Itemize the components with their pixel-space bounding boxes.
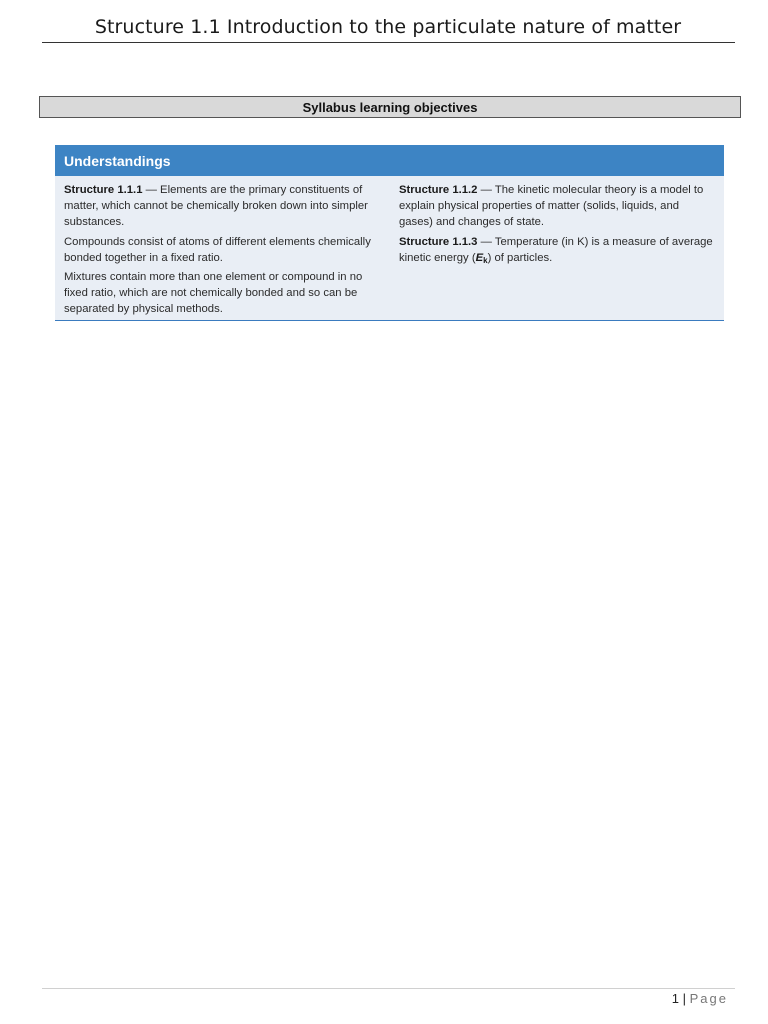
- syllabus-heading: Syllabus learning objectives: [302, 99, 478, 115]
- objective-label: Structure 1.1.3: [398, 235, 478, 248]
- objective-text: — Elements are the primary constituents of matter, which cannot be chemically broken down into simpler substances.: [64, 184, 368, 229]
- page-word: Page: [689, 991, 728, 1006]
- understandings-left-column: [64, 182, 384, 321]
- objective-text: — The kinetic molecular theory is a model to explain physical properties of matter (solids, liquids, and gases) and changes of state.: [398, 184, 704, 229]
- page-number: 1: [671, 991, 679, 1006]
- objective-structure-1-1-3: [399, 234, 715, 269]
- understandings-header: [55, 145, 724, 176]
- objective-text: Mixtures contain more than one element or compound in no fixed ratio, which are not chemically bonded and so can be separated by physical methods.: [64, 271, 363, 316]
- objective-text: — Temperature (in K) is a measure of average kinetic energy (: [398, 235, 713, 264]
- objective-structure-1-1-2: [399, 182, 715, 231]
- understandings-right-column: [399, 182, 715, 321]
- objective-label: Structure 1.1.1: [64, 184, 143, 196]
- page-title: Structure 1.1 Introduction to the particulate nature of matter: [94, 16, 682, 38]
- energy-symbol: E: [475, 251, 484, 264]
- title-divider: [42, 42, 735, 43]
- energy-subscript: k: [483, 255, 488, 265]
- page-footer: [672, 991, 728, 1006]
- objective-label: Structure 1.1.2: [398, 184, 478, 196]
- objective-text: Compounds consist of atoms of different elements chemically bonded together in a fixed ratio.: [64, 235, 371, 264]
- objective-mixtures: [64, 269, 384, 318]
- understandings-body: [55, 176, 724, 321]
- understandings-title: Understandings: [64, 152, 171, 169]
- objective-compounds: [64, 234, 384, 266]
- page-separator: |: [682, 991, 686, 1006]
- understandings-card: [55, 145, 724, 321]
- objective-text-end: ) of particles.: [487, 251, 553, 264]
- objective-structure-1-1-1: [64, 182, 384, 231]
- syllabus-heading-bar: [39, 96, 741, 118]
- footer-divider: [42, 988, 735, 989]
